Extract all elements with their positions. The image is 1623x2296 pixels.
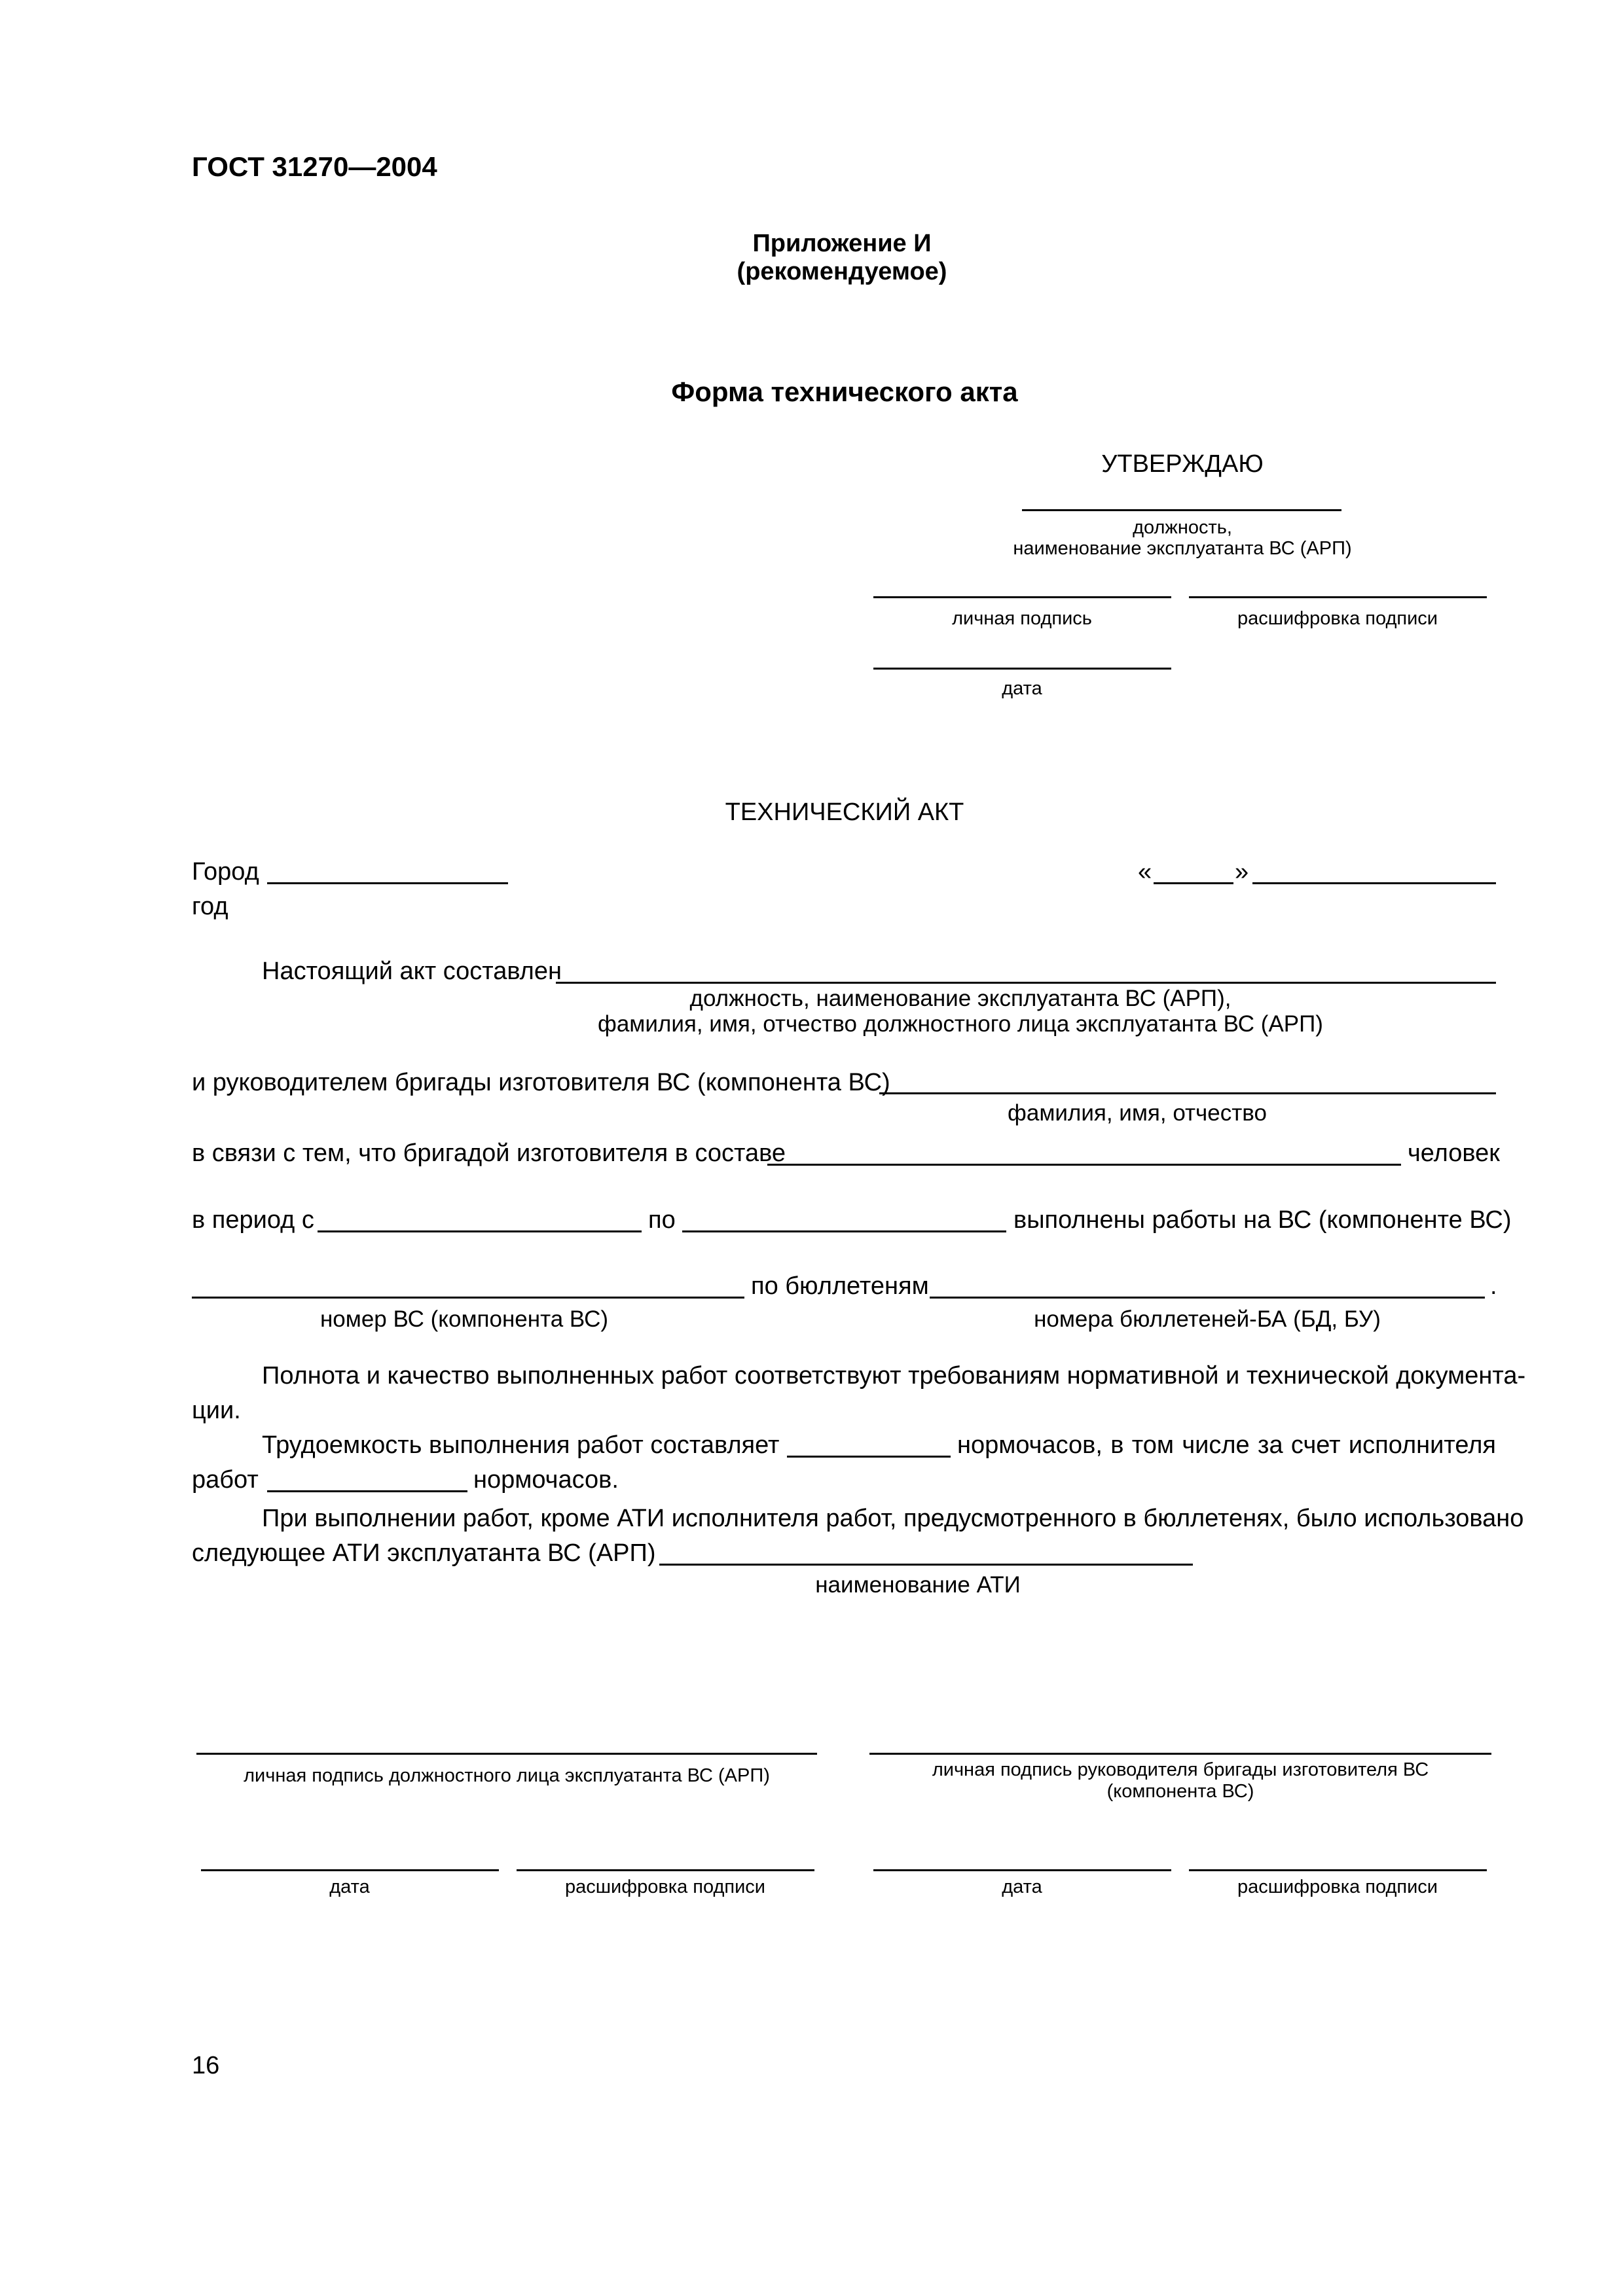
compiled-caption-2: фамилия, имя, отчество должностного лица эксплуатанта ВС (АРП) bbox=[598, 1011, 1323, 1037]
operator-signature-caption: личная подпись должностного лица эксплуатанта ВС (АРП) bbox=[244, 1765, 770, 1786]
quality-text-line-1: Полнота и качество выполненных работ соответствуют требованиям нормативной и технической документа- bbox=[262, 1362, 1526, 1390]
operator-date-line[interactable] bbox=[201, 1869, 499, 1871]
period-from-label: в период с bbox=[192, 1206, 314, 1234]
quality-text-line-2: ции. bbox=[192, 1397, 241, 1424]
aircraft-number-field[interactable] bbox=[192, 1297, 744, 1299]
date-close-quote: » bbox=[1235, 858, 1249, 886]
bulletin-numbers-field[interactable] bbox=[930, 1297, 1485, 1299]
operator-date-caption: дата bbox=[329, 1876, 370, 1897]
approval-decode-line[interactable] bbox=[1189, 596, 1487, 598]
standard-id: ГОСТ 31270—2004 bbox=[192, 151, 437, 182]
period-to-label: по bbox=[648, 1206, 676, 1234]
date-open-quote: « bbox=[1138, 858, 1152, 886]
city-label: Город bbox=[192, 858, 259, 886]
bulletins-label: по бюллетеням bbox=[751, 1272, 929, 1300]
sentence-end: . bbox=[1490, 1272, 1497, 1300]
appendix-title: Приложение И bbox=[752, 230, 932, 257]
aircraft-number-caption: номер ВС (компонента ВС) bbox=[319, 1306, 609, 1332]
compiled-label: Настоящий акт составлен bbox=[262, 958, 562, 985]
labor-line2-prefix: работ bbox=[192, 1466, 259, 1494]
month-field[interactable] bbox=[1252, 882, 1496, 884]
approval-date-caption: дата bbox=[1002, 678, 1042, 699]
period-to-field[interactable] bbox=[682, 1230, 1006, 1232]
approval-label: УТВЕРЖДАЮ bbox=[1101, 450, 1264, 478]
labor-line2-suffix: нормочасов. bbox=[473, 1466, 619, 1494]
leader-date-line[interactable] bbox=[873, 1869, 1171, 1871]
persons-label: человек bbox=[1408, 1139, 1500, 1167]
brigade-composition-label: в связи с тем, что бригадой изготовителя в составе bbox=[192, 1139, 786, 1167]
approval-position-caption: должность, bbox=[1133, 517, 1232, 538]
year-label: год bbox=[192, 893, 228, 920]
approval-operator-caption: наименование эксплуатанта ВС (АРП) bbox=[1013, 538, 1352, 559]
brigade-leader-field[interactable] bbox=[879, 1092, 1496, 1094]
period-from-field[interactable] bbox=[318, 1230, 642, 1232]
bulletin-numbers-caption: номера бюллетеней-БА (БД, БУ) bbox=[1034, 1306, 1381, 1332]
labor-prefix: Трудоемкость выполнения работ составляет bbox=[262, 1431, 780, 1459]
equipment-caption: наименование АТИ bbox=[815, 1572, 1021, 1598]
leader-decode-caption: расшифровка подписи bbox=[1237, 1876, 1438, 1897]
equipment-name-field[interactable] bbox=[659, 1564, 1193, 1566]
operator-signature-line[interactable] bbox=[196, 1753, 817, 1755]
leader-signature-caption-1: личная подпись руководителя бригады изготовителя ВС bbox=[932, 1759, 1429, 1780]
page-number: 16 bbox=[192, 2052, 220, 2079]
leader-date-caption: дата bbox=[1002, 1876, 1042, 1897]
appendix-status: (рекомендуемое) bbox=[737, 258, 947, 285]
compiled-caption-1: должность, наименование эксплуатанта ВС (АРП), bbox=[689, 986, 1231, 1011]
labor-executor-hours-field[interactable] bbox=[267, 1490, 467, 1492]
brigade-leader-caption: фамилия, имя, отчество bbox=[1008, 1100, 1267, 1126]
equipment-line2-prefix: следующее АТИ эксплуатанта ВС (АРП) bbox=[192, 1539, 656, 1567]
form-title: Форма технического акта bbox=[671, 376, 1018, 407]
city-field[interactable] bbox=[267, 882, 508, 884]
leader-decode-line[interactable] bbox=[1189, 1869, 1487, 1871]
approval-decode-caption: расшифровка подписи bbox=[1237, 608, 1438, 629]
brigade-leader-label: и руководителем бригады изготовителя ВС (компонента ВС) bbox=[192, 1069, 890, 1096]
operator-decode-line[interactable] bbox=[517, 1869, 814, 1871]
labor-mid: нормочасов, в том числе за счет исполнителя bbox=[957, 1431, 1496, 1459]
approval-date-line[interactable] bbox=[873, 668, 1171, 670]
leader-signature-caption-2: (компонента ВС) bbox=[1106, 1781, 1254, 1802]
act-title: ТЕХНИЧЕСКИЙ АКТ bbox=[725, 798, 964, 826]
labor-hours-field[interactable] bbox=[787, 1456, 951, 1458]
day-field[interactable] bbox=[1154, 882, 1233, 884]
works-done-label: выполнены работы на ВС (компоненте ВС) bbox=[1013, 1206, 1512, 1234]
operator-decode-caption: расшифровка подписи bbox=[565, 1876, 765, 1897]
approval-position-line[interactable] bbox=[1022, 509, 1341, 511]
approval-signature-caption: личная подпись bbox=[952, 608, 1092, 629]
brigade-size-field[interactable] bbox=[767, 1164, 1401, 1166]
leader-signature-line[interactable] bbox=[869, 1753, 1491, 1755]
approval-signature-line[interactable] bbox=[873, 596, 1171, 598]
compiled-by-field[interactable] bbox=[556, 982, 1496, 984]
equipment-text-line-1: При выполнении работ, кроме АТИ исполнителя работ, предусмотренного в бюллетенях, было использовано bbox=[262, 1505, 1524, 1532]
